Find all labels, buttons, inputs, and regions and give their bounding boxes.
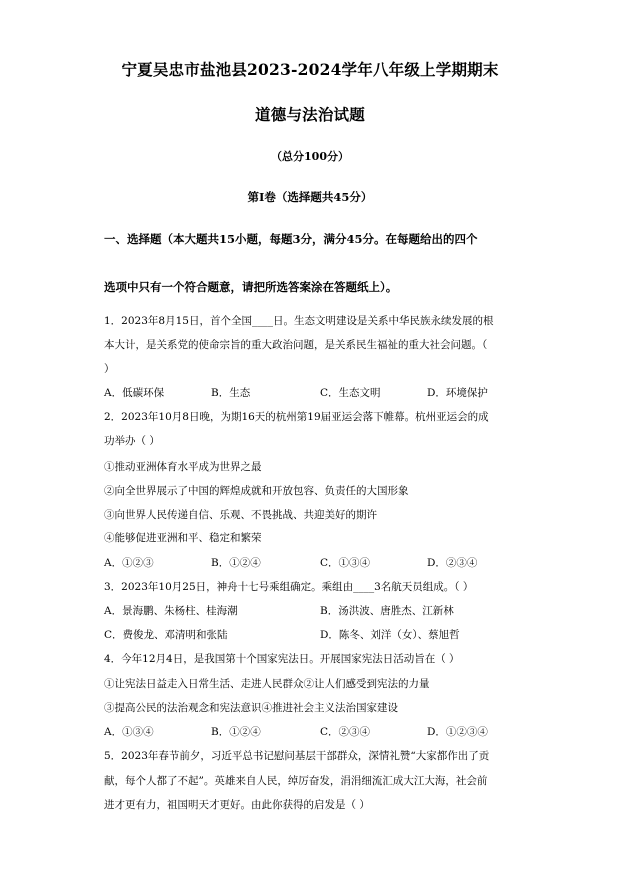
question-2-statement-3: ③向世界人民传递自信、乐观、不畏挑战、共迎美好的期许 xyxy=(104,509,377,521)
question-3-option-c[interactable]: C．费俊龙、邓清明和张陆 xyxy=(104,629,228,641)
question-4-line1: 4．今年12月4日，是我国第十个国家宪法日。开展国家宪法日活动旨在（ ） xyxy=(104,653,460,665)
question-4-statements-3-4: ③提高公民的法治观念和宪法意识④推进社会主义法治国家建设 xyxy=(104,702,398,714)
question-2-line1: 2．2023年10月8日晚，为期16天的杭州第19届亚运会落下帷幕。杭州亚运会的成 xyxy=(104,411,489,423)
section-title: 第Ⅰ卷（选择题共45分） xyxy=(247,190,373,204)
question-2-option-c[interactable]: C．①③④ xyxy=(320,557,371,569)
total-score: （总分100分） xyxy=(271,150,349,163)
instructions-line1: 一、选择题（本大题共15小题，每题3分，满分45分。在每题给出的四个 xyxy=(104,232,478,246)
question-4-option-d[interactable]: D．①②③④ xyxy=(427,726,488,738)
question-2-statement-2: ②向全世界展示了中国的辉煌成就和开放包容、负责任的大国形象 xyxy=(104,485,409,497)
question-1-option-d[interactable]: D．环境保护 xyxy=(427,387,488,399)
question-5-line1: 5．2023年春节前夕，习近平总书记慰问基层干部群众，深情礼赞“大家都作出了贡 xyxy=(104,750,490,762)
question-1-line1: 1．2023年8月15日，首个全国____日。生态文明建设是关系中华民族永续发展的根 xyxy=(104,315,494,327)
question-5-line2: 献，每个人都了不起”。英雄来自人民，绰厉奋发，涓涓细流汇成大江大海，社会前 xyxy=(104,775,488,787)
question-2-option-a[interactable]: A．①②③ xyxy=(104,557,154,569)
exam-title-line1: 宁夏吴忠市盐池县2023-2024学年八年级上学期期末 xyxy=(121,60,499,79)
question-3-line1: 3．2023年10月25日，神舟十七号乘组确定。乘组由____3名航天员组成。（ ） xyxy=(104,581,474,593)
question-4-statements-1-2: ①让宪法日益走入日常生活、走进人民群众②让人们感受到宪法的力量 xyxy=(104,678,430,690)
instructions-line2: 选项中只有一个符合题意，请把所选答案涂在答题纸上）。 xyxy=(104,280,398,294)
question-2-statement-4: ④能够促进亚洲和平、稳定和繁荣 xyxy=(104,532,262,544)
question-1-option-b[interactable]: B．生态 xyxy=(211,387,251,399)
question-1-line3: ） xyxy=(104,363,115,375)
question-3-option-b[interactable]: B．汤洪波、唐胜杰、江新林 xyxy=(320,605,454,617)
question-5-line3: 进才更有力，祖国明天才更好。由此你获得的启发是（ ） xyxy=(104,799,370,811)
question-2-line2: 功举办（ ） xyxy=(104,435,160,447)
question-3-option-a[interactable]: A．景海鹏、朱杨柱、桂海潮 xyxy=(104,605,238,617)
question-4-option-b[interactable]: B．①②④ xyxy=(211,726,261,738)
exam-title-line2: 道德与法治试题 xyxy=(255,105,365,124)
question-2-option-d[interactable]: D．②③④ xyxy=(427,557,478,569)
question-2-option-b[interactable]: B．①②④ xyxy=(211,557,261,569)
question-1-option-a[interactable]: A．低碳环保 xyxy=(104,387,165,399)
question-4-option-c[interactable]: C．②③④ xyxy=(320,726,371,738)
question-1-option-c[interactable]: C．生态文明 xyxy=(320,387,381,399)
question-1-line2: 本大计，是关系党的使命宗旨的重大政治问题，是关系民生福祉的重大社会问题。（ xyxy=(104,339,488,351)
question-3-option-d[interactable]: D．陈冬、刘洋（女）、蔡旭哲 xyxy=(320,629,460,641)
question-4-option-a[interactable]: A．①③④ xyxy=(104,726,154,738)
question-2-statement-1: ①推动亚洲体育水平成为世界之最 xyxy=(104,461,262,473)
